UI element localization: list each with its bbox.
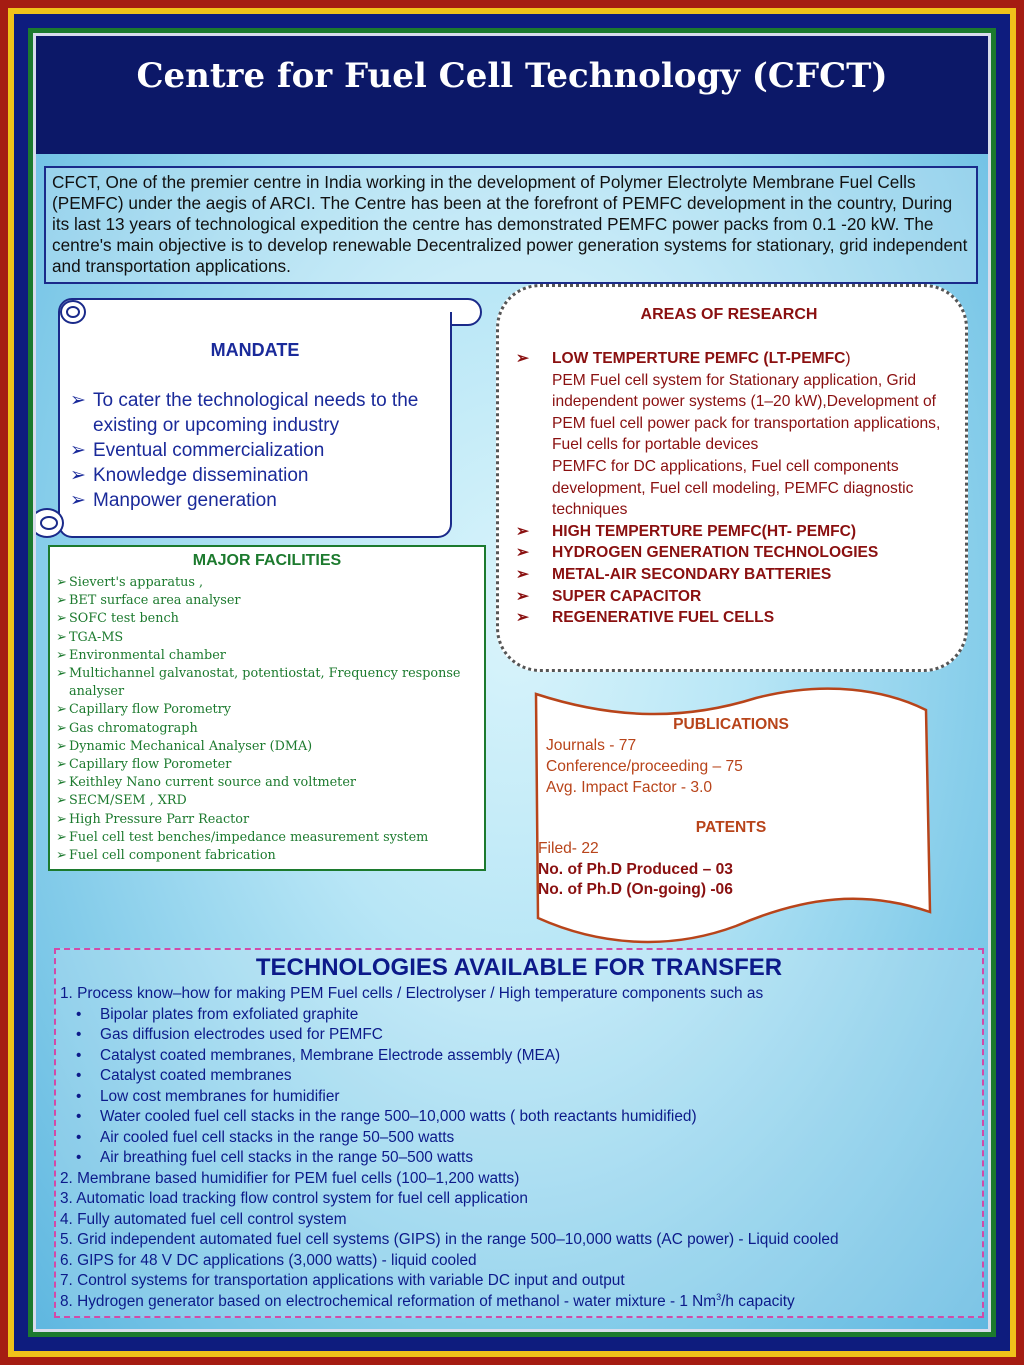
poster-title: Centre for Fuel Cell Technology (CFCT) [136,56,888,96]
area-item: ➢ SUPER CAPACITOR [516,586,956,608]
facilities-list [56,574,480,865]
arrow-bullet-icon: ➢ [56,775,67,791]
area-detail: PEM Fuel cell system for Stationary application, Grid independent power systems (1–20 kW),Development of PEM fuel cell power pack for transportation applications, Fuel cells for portable devices [552,371,941,454]
arrow-bullet-icon: ➢ [56,702,67,718]
patents-title: PATENTS [695,819,767,836]
technologies-title: TECHNOLOGIES AVAILABLE FOR TRANSFER [255,954,783,981]
arrow-bullet-icon: ➢ [516,544,530,562]
tech-sub-item: • Catalyst coated membranes, Membrane Electrode assembly (MEA) [60,1046,980,1067]
facility-item: ➢ Capillary flow Porometer [56,756,480,774]
mandate-item: ➢ Knowledge dissemination [70,465,309,486]
tech-item: 8. Hydrogen generator based on electrochemical reformation of methanol - water mixture - 1 Nm$^3$/h capacity [60,1291,795,1310]
tech-item: 4. Fully automated fuel cell control system [60,1210,347,1228]
arrow-bullet-icon: ➢ [56,720,67,736]
tech-sub-item: • Water cooled fuel cell stacks in the range 500–10,000 watts ( both reactants humidified) [60,1107,980,1128]
bullet-dot-icon: • [76,1026,82,1043]
facility-item: ➢ Capillary flow Porometry [56,701,480,719]
tech-item: 3. Automatic load tracking flow control system for fuel cell application [60,1190,528,1207]
bullet-dot-icon: • [76,1067,82,1084]
publications-title: PUBLICATIONS [673,716,789,733]
facility-item: ➢ TGA-MS [56,629,480,647]
facility-item: ➢ Sievert's apparatus , [56,574,480,592]
areas-title: AREAS OF RESEARCH [640,306,818,323]
tech-sub-item: • Air cooled fuel cell stacks in the range 50–500 watts [60,1128,980,1149]
arrow-bullet-icon: ➢ [56,757,67,773]
mandate-item: ➢ To cater the technological needs to the existing or upcoming industry [70,390,419,436]
areas-list [516,348,956,629]
arrow-bullet-icon: ➢ [70,390,86,411]
technologies-list [60,984,980,1312]
facility-item: ➢ Environmental chamber [56,647,480,665]
phd-ongoing: No. of Ph.D (On-going) -06 [538,881,733,898]
area-item: ➢ REGENERATIVE FUEL CELLS [516,607,956,629]
facility-item: ➢ SOFC test bench [56,610,480,628]
tech-item: 6. GIPS for 48 V DC applications (3,000 watts) - liquid cooled [60,1251,477,1269]
arrow-bullet-icon: ➢ [70,465,86,486]
tech-sub-item: • Bipolar plates from exfoliated graphite [60,1005,980,1026]
mandate-title: MANDATE [210,340,300,360]
bullet-dot-icon: • [76,1149,82,1166]
facility-item: ➢ SECM/SEM , XRD [56,792,480,810]
tech-item: 1. Process know–how for making PEM Fuel cells / Electrolyser / High temperature components such as [60,985,764,1002]
area-detail: PEMFC for DC applications, Fuel cell components development, Fuel cell modeling, PEMFC diagnostic techniques [552,457,914,519]
impact-factor: Avg. Impact Factor - 3.0 [546,779,713,796]
area-item: ➢ HYDROGEN GENERATION TECHNOLOGIES [516,542,956,564]
arrow-bullet-icon: ➢ [56,811,67,827]
tech-sub-item: • Catalyst coated membranes [60,1066,980,1087]
arrow-bullet-icon: ➢ [70,440,86,461]
tech-sub-item: • Air breathing fuel cell stacks in the range 50–500 watts [60,1148,980,1169]
facility-item: ➢ Dynamic Mechanical Analyser (DMA) [56,738,480,756]
arrow-bullet-icon: ➢ [70,490,86,511]
bullet-dot-icon: • [76,1046,82,1064]
arrow-bullet-icon: ➢ [56,593,67,609]
arrow-bullet-icon: ➢ [56,738,67,754]
arrow-bullet-icon: ➢ [516,609,530,627]
arrow-bullet-icon: ➢ [56,793,67,809]
arrow-bullet-icon: ➢ [56,611,67,627]
arrow-bullet-icon: ➢ [516,587,530,605]
tech-item: 2. Membrane based humidifier for PEM fuel cells (100–1,200 watts) [60,1169,520,1187]
mandate-item: ➢ Manpower generation [70,490,277,511]
conference-count: Conference/proceeding – 75 [546,758,743,775]
arrow-bullet-icon: ➢ [56,666,67,682]
arrow-bullet-icon: ➢ [56,829,67,845]
arrow-bullet-icon: ➢ [56,575,67,590]
facility-item: ➢ Fuel cell test benches/impedance measurement system [56,829,480,847]
bullet-dot-icon: • [76,1128,82,1146]
bullet-dot-icon: • [76,1108,82,1125]
intro-text: CFCT, One of the premier centre in India working in the development of Polymer Electrolyte Membrane Fuel Cells (PEMFC) under the aegis of ARCI. The Centre has been at the forefront of PEMFC development in the country, During its last 13 years of technological expedition the centre has demonstrated PEMFC power packs from 0.1 -20 kW. The centre's main objective is to develop renewable Decentralized power generation systems for stationary, grid independent and transportation applications. [44,166,978,284]
bullet-dot-icon: • [76,1087,82,1105]
facility-item: ➢ BET surface area analyser [56,592,480,610]
area-item: ➢ METAL-AIR SECONDARY BATTERIES [516,564,956,586]
tech-item: 7. Control systems for transportation applications with variable DC input and output [60,1272,625,1289]
arrow-bullet-icon: ➢ [516,350,530,367]
bullet-dot-icon: • [76,1005,82,1023]
tech-item: 5. Grid independent automated fuel cell systems (GIPS) in the range 500–10,000 watts (AC power) - Liquid cooled [60,1231,839,1248]
arrow-bullet-icon: ➢ [516,565,530,583]
facility-item: ➢ Multichannel galvanostat, potentiostat, Frequency response analyser [56,666,461,700]
facility-item: ➢ Gas chromatograph [56,720,480,738]
tech-sub-item: • Low cost membranes for humidifier [60,1087,980,1108]
poster-content [36,36,988,1329]
scroll-curl-top-inner-icon [66,306,80,318]
mandate-list [70,388,440,513]
journals-count: Journals - 77 [546,737,637,754]
patents-filed: Filed- 22 [538,840,599,857]
arrow-bullet-icon: ➢ [56,629,67,645]
tech-sub-item: • Gas diffusion electrodes used for PEMFC [60,1025,980,1046]
facility-item: ➢ High Pressure Parr Reactor [56,811,480,829]
facility-item: ➢ Keithley Nano current source and voltmeter [56,774,480,792]
area-item-lt-pemfc: ➢ LOW TEMPERTURE PEMFC (LT-PEMFC) PEM Fuel cell system for Stationary application, Grid independent power systems (1–20 kW),Development of PEM fuel cell power pack for transportation applications, Fuel cells for portable devices PEMFC for DC applications, Fuel cell components development, Fuel cell modeling, PEMFC diagnostic techniques [516,350,941,519]
scroll-curl-bottom-inner-icon [40,516,58,530]
arrow-bullet-icon: ➢ [56,647,67,663]
arrow-bullet-icon: ➢ [56,848,67,864]
mandate-item: ➢ Eventual commercialization [70,440,325,461]
phd-produced: No. of Ph.D Produced – 03 [538,861,733,878]
arrow-bullet-icon: ➢ [516,522,530,540]
facilities-title: MAJOR FACILITIES [192,552,342,569]
area-item: ➢ HIGH TEMPERTURE PEMFC(HT- PEMFC) [516,521,956,543]
facility-item: ➢ Fuel cell component fabrication [56,847,480,865]
